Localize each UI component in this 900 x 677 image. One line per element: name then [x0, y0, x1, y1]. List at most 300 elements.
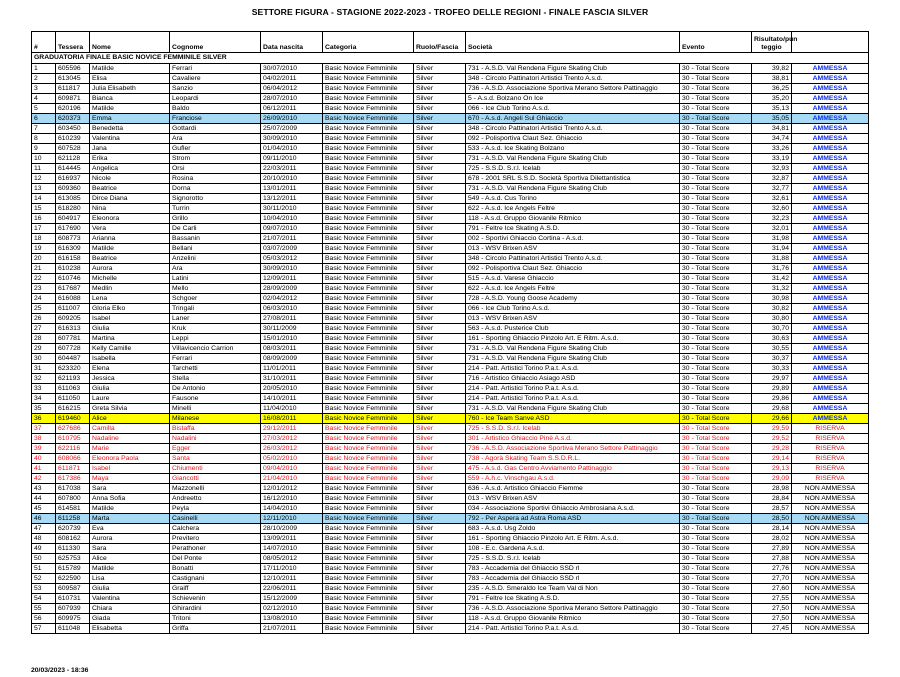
cell-rank: 2: [32, 74, 56, 84]
cell-rank: 56: [32, 614, 56, 624]
cell-rank: 50: [32, 554, 56, 564]
cell-tessera: 608162: [56, 534, 90, 544]
cell-data-nascita: 30/09/2010: [261, 264, 323, 274]
cell-nome: Valentina: [90, 134, 170, 144]
cell-esito: NON AMMESSA: [792, 564, 869, 574]
cell-nome: Emma: [90, 114, 170, 124]
table-row: [32, 354, 869, 364]
cell-esito: RISERVA: [792, 454, 869, 464]
table-row: [32, 324, 869, 334]
cell-nome: Dirce Diana: [90, 194, 170, 204]
cell-categoria: Basic Novice Femminile: [323, 564, 414, 574]
cell-evento: 30 - Total Score: [680, 594, 752, 604]
cell-risultato: 29,89: [752, 384, 792, 394]
cell-nome: Jessica: [90, 374, 170, 384]
cell-cognome: Anzelini: [170, 254, 261, 264]
cell-nome: Camilla: [90, 424, 170, 434]
cell-esito: AMMESSA: [792, 384, 869, 394]
table-row: [32, 94, 869, 104]
cell-data-nascita: 17/11/2010: [261, 564, 323, 574]
table-row: [32, 224, 869, 234]
cell-societa: 738 - Agorà Skating Team S.S.D.R.L.: [466, 454, 680, 464]
cell-esito: AMMESSA: [792, 84, 869, 94]
cell-rank: 6: [32, 114, 56, 124]
cell-cognome: Bonatti: [170, 564, 261, 574]
cell-data-nascita: 14/10/2011: [261, 394, 323, 404]
cell-cognome: Santa: [170, 454, 261, 464]
cell-categoria: Basic Novice Femminile: [323, 544, 414, 554]
table-caption-section: [32, 53, 869, 64]
cell-tessera: 622116: [56, 444, 90, 454]
cell-rank: 21: [32, 264, 56, 274]
cell-risultato: 32,87: [752, 174, 792, 184]
table-row: [32, 544, 869, 554]
cell-evento: 30 - Total Score: [680, 84, 752, 94]
cell-evento: 30 - Total Score: [680, 434, 752, 444]
cell-evento: 30 - Total Score: [680, 314, 752, 324]
cell-esito: RISERVA: [792, 444, 869, 454]
table-row: [32, 494, 869, 504]
cell-esito: NON AMMESSA: [792, 534, 869, 544]
cell-nome: Erika: [90, 154, 170, 164]
cell-ruolo-fascia: Silver: [414, 444, 466, 454]
cell-societa: 118 - A.s.d. Gruppo Giovanile Ritmico: [466, 214, 680, 224]
cell-categoria: Basic Novice Femminile: [323, 254, 414, 264]
cell-tessera: 611258: [56, 514, 90, 524]
cell-data-nascita: 14/04/2010: [261, 504, 323, 514]
cell-risultato: 28,50: [752, 514, 792, 524]
cell-ruolo-fascia: Silver: [414, 224, 466, 234]
cell-tessera: 617687: [56, 284, 90, 294]
cell-cognome: Dorna: [170, 184, 261, 194]
table-row: [32, 614, 869, 624]
cell-data-nascita: 21/07/2011: [261, 234, 323, 244]
table-row: [32, 344, 869, 354]
table-row: [32, 274, 869, 284]
cell-tessera: 609587: [56, 584, 90, 594]
cell-societa: 301 - Artistico Ghiaccio Pinè A.s.d.: [466, 434, 680, 444]
table-row: [32, 454, 869, 464]
cell-esito: NON AMMESSA: [792, 544, 869, 554]
cell-rank: 36: [32, 414, 56, 424]
cell-cognome: Graiff: [170, 584, 261, 594]
cell-tessera: 611817: [56, 84, 90, 94]
cell-esito: NON AMMESSA: [792, 484, 869, 494]
cell-evento: 30 - Total Score: [680, 274, 752, 284]
cell-risultato: 29,86: [752, 394, 792, 404]
cell-esito: AMMESSA: [792, 284, 869, 294]
cell-nome: Eva: [90, 524, 170, 534]
cell-cognome: Nadalini: [170, 434, 261, 444]
cell-societa: 235 - A.S.D. Smeraldo Ice Team Val di Non: [466, 584, 680, 594]
cell-ruolo-fascia: Silver: [414, 214, 466, 224]
cell-esito: AMMESSA: [792, 334, 869, 344]
cell-nome: Aurora: [90, 264, 170, 274]
cell-categoria: Basic Novice Femminile: [323, 464, 414, 474]
cell-evento: 30 - Total Score: [680, 374, 752, 384]
cell-tessera: 609205: [56, 314, 90, 324]
cell-cognome: Villavicencio Carrion: [170, 344, 261, 354]
cell-esito: AMMESSA: [792, 144, 869, 154]
cell-evento: 30 - Total Score: [680, 404, 752, 414]
cell-tessera: 617690: [56, 224, 90, 234]
cell-evento: 30 - Total Score: [680, 544, 752, 554]
cell-ruolo-fascia: Silver: [414, 454, 466, 464]
cell-societa: 348 - Circolo Pattinatori Artistici Trento A.s.d.: [466, 254, 680, 264]
cell-ruolo-fascia: Silver: [414, 134, 466, 144]
cell-esito: AMMESSA: [792, 344, 869, 354]
cell-categoria: Basic Novice Femminile: [323, 264, 414, 274]
cell-evento: 30 - Total Score: [680, 264, 752, 274]
cell-rank: 23: [32, 284, 56, 294]
cell-societa: 002 - Sportivi Ghiaccio Cortina - A.s.d.: [466, 234, 680, 244]
cell-cognome: Ferrari: [170, 354, 261, 364]
cell-risultato: 36,25: [752, 84, 792, 94]
cell-ruolo-fascia: Silver: [414, 484, 466, 494]
cell-ruolo-fascia: Silver: [414, 624, 466, 634]
cell-societa: 161 - Sporting Ghiaccio Pinzolo Art. E Ritm. A.s.d.: [466, 534, 680, 544]
cell-societa: 034 - Associazione Sportivi Ghiaccio Ambrosiana A.s.d.: [466, 504, 680, 514]
cell-evento: 30 - Total Score: [680, 74, 752, 84]
cell-cognome: Fausone: [170, 394, 261, 404]
cell-esito: NON AMMESSA: [792, 624, 869, 634]
cell-evento: 30 - Total Score: [680, 344, 752, 354]
cell-categoria: Basic Novice Femminile: [323, 554, 414, 564]
cell-risultato: 38,81: [752, 74, 792, 84]
cell-data-nascita: 26/03/2012: [261, 444, 323, 454]
cell-rank: 48: [32, 534, 56, 544]
table-row: [32, 424, 869, 434]
cell-rank: 57: [32, 624, 56, 634]
cell-rank: 54: [32, 594, 56, 604]
cell-rank: 28: [32, 334, 56, 344]
header-categoria: Categoria: [323, 32, 414, 53]
cell-cognome: Latini: [170, 274, 261, 284]
cell-risultato: 34,74: [752, 134, 792, 144]
cell-societa: 760 - Ice Team Sanve ASD: [466, 414, 680, 424]
table-row: [32, 334, 869, 344]
cell-evento: 30 - Total Score: [680, 554, 752, 564]
cell-risultato: 29,97: [752, 374, 792, 384]
table-row: [32, 164, 869, 174]
cell-rank: 53: [32, 584, 56, 594]
cell-risultato: 31,88: [752, 254, 792, 264]
cell-tessera: 617038: [56, 484, 90, 494]
cell-nome: Marta: [90, 514, 170, 524]
cell-esito: AMMESSA: [792, 234, 869, 244]
cell-evento: 30 - Total Score: [680, 424, 752, 434]
cell-societa: 161 - Sporting Ghiaccio Pinzolo Art. E Ritm. A.s.d.: [466, 334, 680, 344]
table-row: [32, 604, 869, 614]
cell-rank: 17: [32, 224, 56, 234]
cell-esito: AMMESSA: [792, 304, 869, 314]
cell-cognome: Franciose: [170, 114, 261, 124]
cell-esito: AMMESSA: [792, 64, 869, 74]
table-row: [32, 504, 869, 514]
cell-risultato: 27,50: [752, 614, 792, 624]
cell-ruolo-fascia: Silver: [414, 344, 466, 354]
table-row: [32, 64, 869, 74]
cell-ruolo-fascia: Silver: [414, 74, 466, 84]
cell-data-nascita: 20/05/2010: [261, 384, 323, 394]
cell-cognome: Ferrari: [170, 64, 261, 74]
cell-nome: Gloria Elko: [90, 304, 170, 314]
cell-nome: Bianca: [90, 94, 170, 104]
cell-risultato: 27,88: [752, 554, 792, 564]
cell-societa: 559 - A.h.c. Vinschgau A.s.d.: [466, 474, 680, 484]
cell-risultato: 29,14: [752, 454, 792, 464]
cell-evento: 30 - Total Score: [680, 154, 752, 164]
cell-categoria: Basic Novice Femminile: [323, 524, 414, 534]
cell-rank: 22: [32, 274, 56, 284]
cell-categoria: Basic Novice Femminile: [323, 584, 414, 594]
cell-categoria: Basic Novice Femminile: [323, 204, 414, 214]
cell-categoria: Basic Novice Femminile: [323, 304, 414, 314]
cell-societa: 622 - A.s.d. Ice Angels Feltre: [466, 204, 680, 214]
cell-categoria: Basic Novice Femminile: [323, 614, 414, 624]
cell-evento: 30 - Total Score: [680, 474, 752, 484]
cell-tessera: 610746: [56, 274, 90, 284]
cell-esito: AMMESSA: [792, 364, 869, 374]
cell-categoria: Basic Novice Femminile: [323, 624, 414, 634]
cell-rank: 44: [32, 494, 56, 504]
cell-nome: Isabella: [90, 354, 170, 364]
cell-societa: 728 - A.S.D. Young Goose Academy: [466, 294, 680, 304]
cell-societa: 013 - WSV Brixen ASV: [466, 244, 680, 254]
cell-esito: RISERVA: [792, 434, 869, 444]
cell-risultato: 29,09: [752, 474, 792, 484]
cell-rank: 5: [32, 104, 56, 114]
cell-cognome: Schgoer: [170, 294, 261, 304]
cell-esito: RISERVA: [792, 464, 869, 474]
cell-ruolo-fascia: Silver: [414, 564, 466, 574]
cell-tessera: 607728: [56, 344, 90, 354]
table-row: [32, 134, 869, 144]
cell-ruolo-fascia: Silver: [414, 544, 466, 554]
cell-ruolo-fascia: Silver: [414, 294, 466, 304]
cell-data-nascita: 15/12/2009: [261, 594, 323, 604]
cell-rank: 4: [32, 94, 56, 104]
header-ruolo-fascia: Ruolo/Fascia: [414, 32, 466, 53]
cell-data-nascita: 02/04/2012: [261, 294, 323, 304]
cell-ruolo-fascia: Silver: [414, 554, 466, 564]
cell-categoria: Basic Novice Femminile: [323, 84, 414, 94]
cell-societa: 783 - Accademia del Ghiaccio SSD rl: [466, 564, 680, 574]
footer-timestamp: 20/03/2023 - 18:36: [31, 667, 89, 674]
header-data-nascita: Data nascita: [261, 32, 323, 53]
cell-data-nascita: 22/03/2011: [261, 164, 323, 174]
cell-esito: AMMESSA: [792, 264, 869, 274]
cell-tessera: 610795: [56, 434, 90, 444]
cell-risultato: 35,20: [752, 94, 792, 104]
cell-tessera: 613085: [56, 194, 90, 204]
cell-tessera: 621128: [56, 154, 90, 164]
table-row: [32, 534, 869, 544]
cell-rank: 47: [32, 524, 56, 534]
cell-evento: 30 - Total Score: [680, 204, 752, 214]
table-row: [32, 294, 869, 304]
cell-cognome: Tritoni: [170, 614, 261, 624]
cell-risultato: 29,28: [752, 444, 792, 454]
cell-nome: Arianna: [90, 234, 170, 244]
cell-risultato: 32,61: [752, 194, 792, 204]
header-evento: Evento: [680, 32, 752, 53]
cell-data-nascita: 29/12/2011: [261, 424, 323, 434]
cell-evento: 30 - Total Score: [680, 414, 752, 424]
cell-societa: 736 - A.S.D. Associazione Sportiva Merano Settore Pattinaggio: [466, 84, 680, 94]
cell-risultato: 29,52: [752, 434, 792, 444]
cell-tessera: 621193: [56, 374, 90, 384]
cell-tessera: 609975: [56, 614, 90, 624]
table-row: [32, 374, 869, 384]
cell-tessera: 614445: [56, 164, 90, 174]
cell-categoria: Basic Novice Femminile: [323, 104, 414, 114]
cell-rank: 12: [32, 174, 56, 184]
cell-data-nascita: 14/07/2010: [261, 544, 323, 554]
cell-ruolo-fascia: Silver: [414, 274, 466, 284]
cell-rank: 14: [32, 194, 56, 204]
cell-esito: AMMESSA: [792, 174, 869, 184]
cell-nome: Anna Sofia: [90, 494, 170, 504]
cell-esito: AMMESSA: [792, 94, 869, 104]
cell-esito: AMMESSA: [792, 114, 869, 124]
cell-societa: 731 - A.S.D. Val Rendena Figure Skating Club: [466, 354, 680, 364]
cell-esito: NON AMMESSA: [792, 574, 869, 584]
cell-risultato: 39,82: [752, 64, 792, 74]
cell-cognome: Egger: [170, 444, 261, 454]
table-row: [32, 174, 869, 184]
cell-categoria: Basic Novice Femminile: [323, 374, 414, 384]
cell-cognome: Bistaffa: [170, 424, 261, 434]
cell-nome: Isabel: [90, 464, 170, 474]
cell-ruolo-fascia: Silver: [414, 424, 466, 434]
cell-societa: 670 - A.s.d. Angeli Sul Ghiaccio: [466, 114, 680, 124]
cell-evento: 30 - Total Score: [680, 604, 752, 614]
table-row: [32, 74, 869, 84]
cell-esito: AMMESSA: [792, 104, 869, 114]
table-row: [32, 434, 869, 444]
header-tessera: Tessera: [56, 32, 90, 53]
cell-esito: AMMESSA: [792, 354, 869, 364]
table-header: [32, 32, 869, 53]
cell-evento: 30 - Total Score: [680, 564, 752, 574]
cell-ruolo-fascia: Silver: [414, 574, 466, 584]
cell-ruolo-fascia: Silver: [414, 524, 466, 534]
cell-ruolo-fascia: Silver: [414, 244, 466, 254]
cell-nome: Isabel: [90, 314, 170, 324]
cell-data-nascita: 28/09/2009: [261, 284, 323, 294]
table-row: [32, 244, 869, 254]
cell-data-nascita: 09/11/2010: [261, 154, 323, 164]
cell-categoria: Basic Novice Femminile: [323, 174, 414, 184]
cell-evento: 30 - Total Score: [680, 484, 752, 494]
cell-ruolo-fascia: Silver: [414, 184, 466, 194]
cell-evento: 30 - Total Score: [680, 144, 752, 154]
cell-ruolo-fascia: Silver: [414, 394, 466, 404]
table-row: [32, 314, 869, 324]
table-row: [32, 624, 869, 634]
cell-nome: Valentina: [90, 594, 170, 604]
cell-societa: 066 - Ice Club Torino A.s.d.: [466, 304, 680, 314]
cell-evento: 30 - Total Score: [680, 524, 752, 534]
cell-data-nascita: 08/09/2009: [261, 354, 323, 364]
cell-societa: 622 - A.s.d. Ice Angels Feltre: [466, 284, 680, 294]
cell-tessera: 623320: [56, 364, 90, 374]
cell-cognome: Ghirardini: [170, 604, 261, 614]
cell-rank: 8: [32, 134, 56, 144]
cell-ruolo-fascia: Silver: [414, 264, 466, 274]
cell-rank: 38: [32, 434, 56, 444]
cell-societa: 549 - A.s.d. Cus Torino: [466, 194, 680, 204]
cell-risultato: 35,05: [752, 114, 792, 124]
cell-nome: Alice: [90, 414, 170, 424]
page-title: SETTORE FIGURA - STAGIONE 2022-2023 - TROFEO DELLE REGIONI - FINALE FASCIA SILVER: [251, 7, 649, 17]
cell-evento: 30 - Total Score: [680, 224, 752, 234]
cell-rank: 7: [32, 124, 56, 134]
cell-ruolo-fascia: Silver: [414, 174, 466, 184]
cell-societa: 563 - A.s.d. Pusterice Club: [466, 324, 680, 334]
cell-nome: Beatrice: [90, 254, 170, 264]
cell-tessera: 620739: [56, 524, 90, 534]
cell-tessera: 611048: [56, 624, 90, 634]
cell-ruolo-fascia: Silver: [414, 144, 466, 154]
cell-cognome: Casinelli: [170, 514, 261, 524]
cell-ruolo-fascia: Silver: [414, 204, 466, 214]
cell-data-nascita: 12/01/2012: [261, 484, 323, 494]
cell-risultato: 32,93: [752, 164, 792, 174]
cell-esito: NON AMMESSA: [792, 554, 869, 564]
cell-tessera: 618280: [56, 204, 90, 214]
cell-nome: Medlin: [90, 284, 170, 294]
cell-nome: Giulia: [90, 384, 170, 394]
cell-evento: 30 - Total Score: [680, 254, 752, 264]
cell-ruolo-fascia: Silver: [414, 104, 466, 114]
cell-esito: AMMESSA: [792, 194, 869, 204]
cell-data-nascita: 10/04/2010: [261, 214, 323, 224]
cell-data-nascita: 08/05/2012: [261, 554, 323, 564]
cell-categoria: Basic Novice Femminile: [323, 324, 414, 334]
cell-esito: RISERVA: [792, 474, 869, 484]
cell-tessera: 604487: [56, 354, 90, 364]
cell-tessera: 616088: [56, 294, 90, 304]
cell-nome: Greta Silvia: [90, 404, 170, 414]
cell-cognome: Previtero: [170, 534, 261, 544]
cell-categoria: Basic Novice Femminile: [323, 64, 414, 74]
cell-categoria: Basic Novice Femminile: [323, 434, 414, 444]
cell-tessera: 608773: [56, 234, 90, 244]
cell-rank: 40: [32, 454, 56, 464]
header-cognome: Cognome: [170, 32, 261, 53]
table-row: [32, 144, 869, 154]
cell-ruolo-fascia: Silver: [414, 404, 466, 414]
cell-societa: 475 - A.s.d. Gas Centro Avviamento Pattinaggio: [466, 464, 680, 474]
table-row: [32, 104, 869, 114]
cell-rank: 41: [32, 464, 56, 474]
cell-risultato: 30,80: [752, 314, 792, 324]
cell-categoria: Basic Novice Femminile: [323, 424, 414, 434]
cell-risultato: 30,63: [752, 334, 792, 344]
cell-data-nascita: 20/10/2010: [261, 174, 323, 184]
cell-categoria: Basic Novice Femminile: [323, 354, 414, 364]
cell-ruolo-fascia: Silver: [414, 374, 466, 384]
cell-categoria: Basic Novice Femminile: [323, 284, 414, 294]
cell-data-nascita: 11/01/2011: [261, 364, 323, 374]
cell-rank: 51: [32, 564, 56, 574]
cell-nome: Giulia: [90, 324, 170, 334]
cell-societa: 678 - 2001 SRL S.S.D. Società Sportiva Dilettantistica: [466, 174, 680, 184]
cell-data-nascita: 12/11/2010: [261, 514, 323, 524]
cell-ruolo-fascia: Silver: [414, 604, 466, 614]
